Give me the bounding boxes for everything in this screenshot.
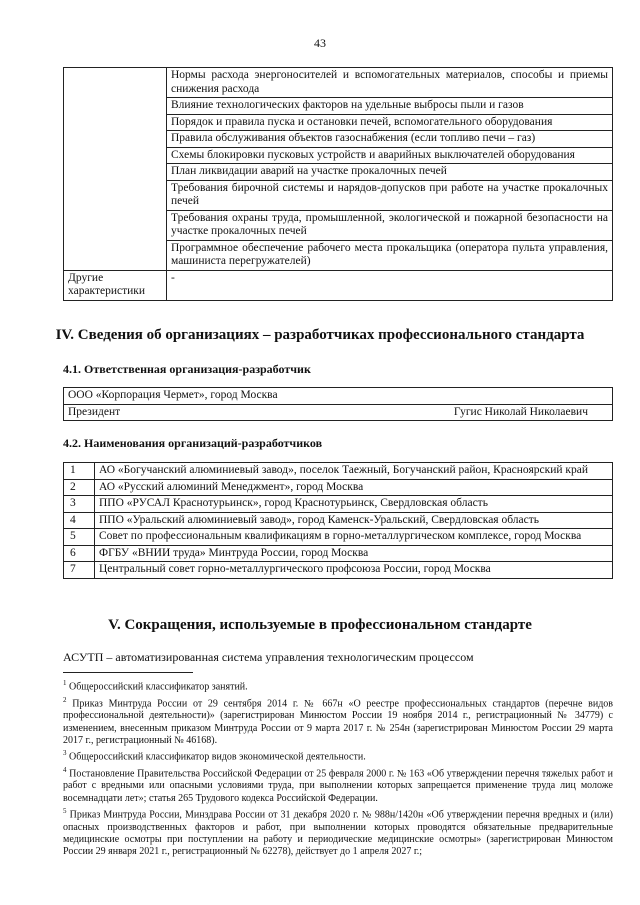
table-row <box>64 479 613 496</box>
row-number: 1 <box>64 463 95 480</box>
section4-title: IV. Сведения об организациях – разработчиках профессионального стандарта <box>55 327 585 343</box>
table-row <box>64 545 613 562</box>
other-characteristics-label: Другие характеристики <box>64 270 167 300</box>
table-row <box>64 512 613 529</box>
table-row <box>64 529 613 546</box>
org-cell: АО «Богучанский алюминиевый завод», поселок Таежный, Богучанский район, Красноярский край <box>95 463 613 480</box>
table-row <box>64 270 613 300</box>
section4-2-heading: 4.2. Наименования организаций-разработчиков <box>63 436 323 450</box>
row-number: 5 <box>64 529 95 546</box>
section4-1-heading: 4.1. Ответственная организация-разработчик <box>63 362 311 376</box>
table-cell: Правила обслуживания объектов газоснабжения (если топливо печи – газ) <box>167 131 613 148</box>
section5-title: V. Сокращения, используемые в профессиональном стандарте <box>108 617 532 633</box>
footnote-text: Приказ Минтруда России, Минздрава России от 31 декабря 2020 г. № 988н/1420н «Об утверждении перечня вредных и (или) опасных производственных факторов и работ, при выполнении которых проводятся обязательные предварительные медицинские осмотры при поступлении на работу и периодические медицинские осмотры» (зарегистрирован Минюстом России 29 января 2021 г., регистрационный № 62278), действует до 1 апреля 2027 г.; <box>63 809 613 858</box>
table-row <box>64 463 613 480</box>
table-row <box>64 388 613 405</box>
table-cell: План ликвидации аварий на участке прокалочных печей <box>167 164 613 181</box>
row-number: 3 <box>64 496 95 513</box>
table-cell: Нормы расхода энергоносителей и вспомогательных материалов, способы и приемы снижения расхода <box>167 68 613 98</box>
page-number: 43 <box>314 36 326 50</box>
org-cell: ППО «РУСАЛ Краснотурьинск», город Краснотурьинск, Свердловская область <box>95 496 613 513</box>
row-number: 6 <box>64 545 95 562</box>
org-cell: ППО «Уральский алюминиевый завод», город Каменск-Уральский, Свердловская область <box>95 512 613 529</box>
responsible-org-table <box>63 387 613 421</box>
footnote <box>63 677 613 694</box>
org-cell: ФГБУ «ВНИИ труда» Минтруда России, город Москва <box>95 545 613 562</box>
org-cell: АО «Русский алюминий Менеджмент», город Москва <box>95 479 613 496</box>
table-cell: Схемы блокировки пусковых устройств и аварийных выключателей оборудования <box>167 147 613 164</box>
footnote-text: Общероссийский классификатор видов экономической деятельности. <box>69 751 366 763</box>
table-cell: Программное обеспечение рабочего места прокальщика (оператора пульта управления, машиниста перегружателей) <box>167 240 613 270</box>
row-number: 7 <box>64 562 95 579</box>
skills-table <box>63 67 613 301</box>
table-cell: Влияние технологических факторов на удельные выбросы пыли и газов <box>167 98 613 115</box>
org-cell: Совет по профессиональным квалификациям в горно-металлургическом комплексе, город Москва <box>95 529 613 546</box>
footnote-number: 2 <box>63 695 67 704</box>
position: Президент <box>68 405 121 418</box>
footnote-number: 5 <box>63 806 67 815</box>
footnotes <box>63 677 613 859</box>
footnote-number: 1 <box>63 679 67 687</box>
footnote-text: Приказ Минтруда России от 29 сентября 2014 г. № 667н «О реестре профессиональных стандартов (перечне видов профессиональной деятельности)» (зарегистрирован Минюстом России 19 ноября 2014 г., регистрационный № 34779) с изменением, внесенным приказом Минтруда России от 9 марта 2017 г. № 254н (зарегистрирован Минюстом России 29 марта 2017 г., регистрационный № 46168). <box>63 697 613 746</box>
footnote <box>63 805 613 859</box>
position-row <box>64 404 613 421</box>
footnote-divider <box>63 672 193 673</box>
row-number: 4 <box>64 512 95 529</box>
footnote-text: Постановление Правительства Российской Федерации от 25 февраля 2000 г. № 163 «Об утверждении перечня тяжелых работ и работ с вредными или опасными условиями труда, при выполнении которых запрещается применение труда лиц моложе восемнадцати лет»; статья 265 Трудового кодекса Российской Федерации. <box>63 768 613 804</box>
developers-table <box>63 462 613 579</box>
person-name: Гугис Николай Николаевич <box>453 405 588 418</box>
footnote <box>63 764 613 805</box>
org-cell: Центральный совет горно-металлургического профсоюза России, город Москва <box>95 562 613 579</box>
footnote-number: 3 <box>63 749 67 758</box>
table-row <box>64 562 613 579</box>
table-cell: Требования охраны труда, промышленной, экологической и пожарной безопасности на участке прокалочных печей <box>167 210 613 240</box>
footnote-text: Общероссийский классификатор занятий. <box>69 681 248 693</box>
table-cell: Требования бирочной системы и нарядов-допусков при работе на участке прокалочных печей <box>167 180 613 210</box>
footnote-number: 4 <box>63 765 67 774</box>
row-number: 2 <box>64 479 95 496</box>
footnote <box>63 747 613 764</box>
footnote <box>63 694 613 748</box>
table-row <box>64 68 613 98</box>
other-characteristics-value: - <box>167 270 613 300</box>
table-row <box>64 404 613 421</box>
org-name: ООО «Корпорация Чермет», город Москва <box>64 388 613 405</box>
table-cell: Порядок и правила пуска и остановки печей, вспомогательного оборудования <box>167 114 613 131</box>
table-row <box>64 496 613 513</box>
row-label-empty <box>64 68 167 271</box>
abbreviation-asutp: АСУТП – автоматизированная система управления технологическим процессом <box>63 650 474 664</box>
